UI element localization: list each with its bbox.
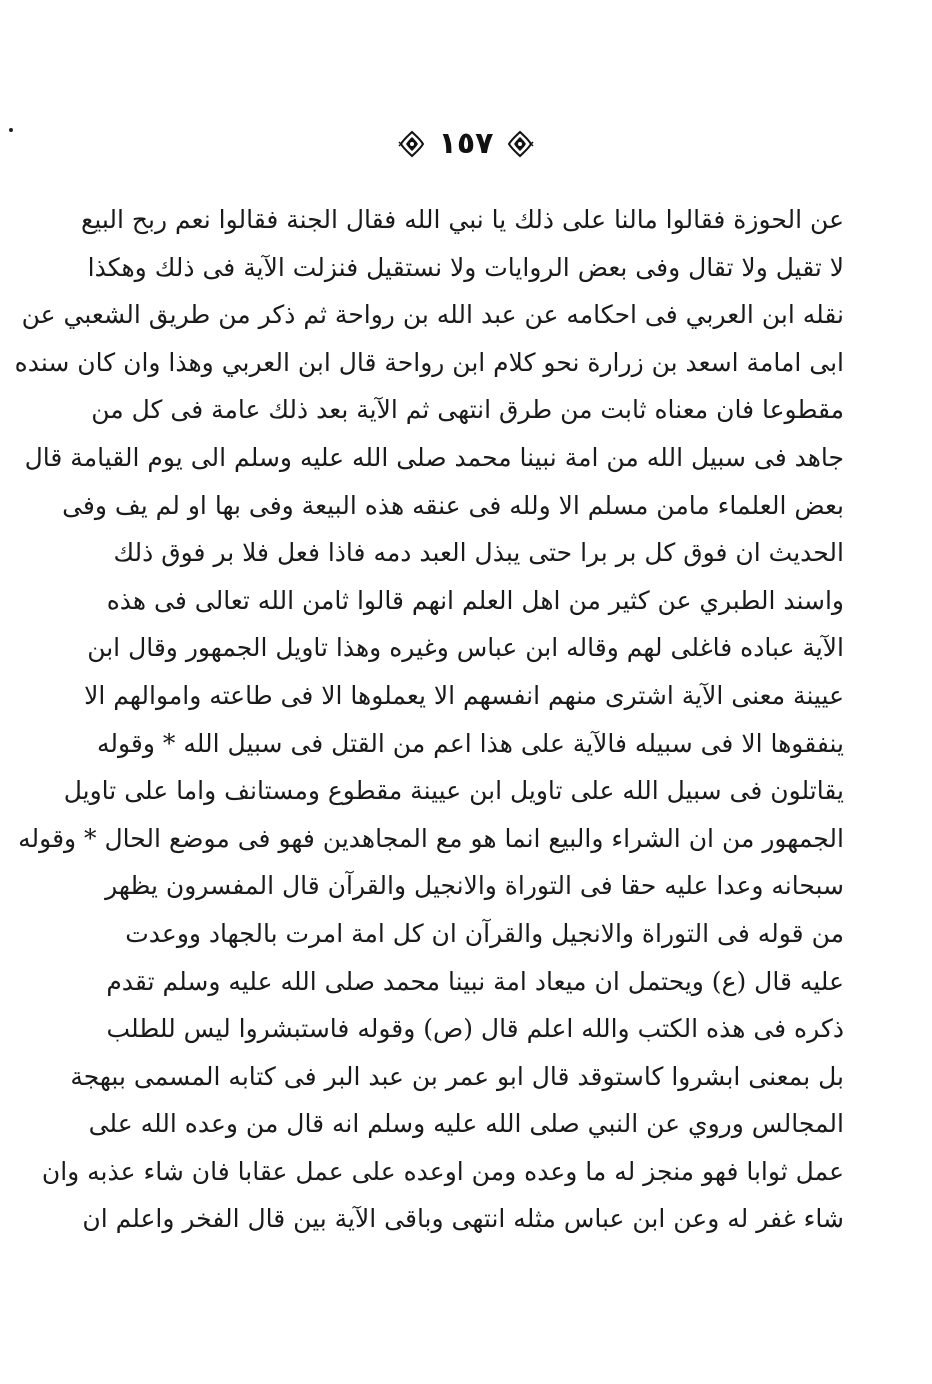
text-line: نقله ابن العربي فى احكامه عن عبد الله بن رواحة ثم ذكر من طريق الشعبي عن <box>21 300 844 330</box>
text-line: من قوله فى التوراة والانجيل والقرآن ان كل امة امرت بالجهاد ووعدت <box>125 918 844 948</box>
text-line: الحديث ان فوق كل بر برا حتى يبذل العبد دمه فاذا فعل فلا بر فوق ذلك <box>113 538 844 568</box>
right-ornament-icon <box>507 130 533 158</box>
text-line: لا تقيل ولا تقال وفى بعض الروايات ولا نستقيل فنزلت الآية فى ذلك وهكذا <box>87 252 844 282</box>
text-line: ابى امامة اسعد بن زرارة نحو كلام ابن رواحة قال ابن العربي وهذا وان كان سنده <box>14 347 844 377</box>
text-line: عيينة معنى الآية اشترى منهم انفسهم الا يعملوها الا فى طاعته واموالهم الا <box>84 680 844 710</box>
text-line: بل بمعنى ابشروا كاستوقد قال ابو عمر بن عبد البر فى كتابه المسمى ببهجة <box>70 1061 844 1091</box>
text-line: الجمهور من ان الشراء والبيع انما هو مع المجاهدين فهو فى موضع الحال * وقوله <box>18 823 844 853</box>
text-line: بعض العلماء مامن مسلم الا ولله فى عنقه هذه البيعة وفى بها او لم يف وفى <box>62 490 844 520</box>
text-line: واسند الطبري عن كثير من اهل العلم انهم قالوا ثامن الله تعالى فى هذه <box>106 585 844 615</box>
page-number: ١٥٧ <box>438 126 494 161</box>
text-line: عليه قال (ع) ويحتمل ان ميعاد امة نبينا محمد صلى الله عليه وسلم تقدم <box>106 966 844 996</box>
text-line: ذكره فى هذه الكتب والله اعلم قال (ص) وقوله فاستبشروا ليس للطلب <box>106 1014 844 1044</box>
left-ornament-icon <box>399 130 425 158</box>
text-line: شاء غفر له وعن ابن عباس مثله انتهى وباقى الآية بين قال الفخر واعلم ان <box>82 1204 844 1234</box>
body-text <box>14 196 844 1243</box>
text-line: مقطوعا فان معناه ثابت من طرق انتهى ثم الآية بعد ذلك عامة فى كل من <box>91 395 844 425</box>
text-line: عمل ثوابا فهو منجز له ما وعده ومن اوعده على عمل عقابا فان شاء عذبه وان <box>41 1156 844 1186</box>
text-line: عن الحوزة فقالوا مالنا على ذلك يا نبي الله فقال الجنة فقالوا نعم ربح البيع <box>81 205 844 234</box>
text-line: الآية عباده فاغلى لهم وقاله ابن عباس وغيره وهذا تاويل الجمهور وقال ابن <box>87 633 844 663</box>
page-header <box>0 122 932 166</box>
text-line: يقاتلون فى سبيل الله على تاويل ابن عيينة مقطوع ومستانف واما على تاويل <box>63 776 844 806</box>
text-line: ينفقوها الا فى سبيله فالآية على هذا اعم من القتل فى سبيل الله * وقوله <box>96 728 844 758</box>
text-line: المجالس وروي عن النبي صلى الله عليه وسلم انه قال من وعده الله على <box>88 1109 844 1139</box>
text-line: جاهد فى سبيل الله من امة نبينا محمد صلى الله عليه وسلم الى يوم القيامة قال <box>24 442 844 472</box>
text-line: سبحانه وعدا عليه حقا فى التوراة والانجيل والقرآن قال المفسرون يظهر <box>105 871 844 901</box>
